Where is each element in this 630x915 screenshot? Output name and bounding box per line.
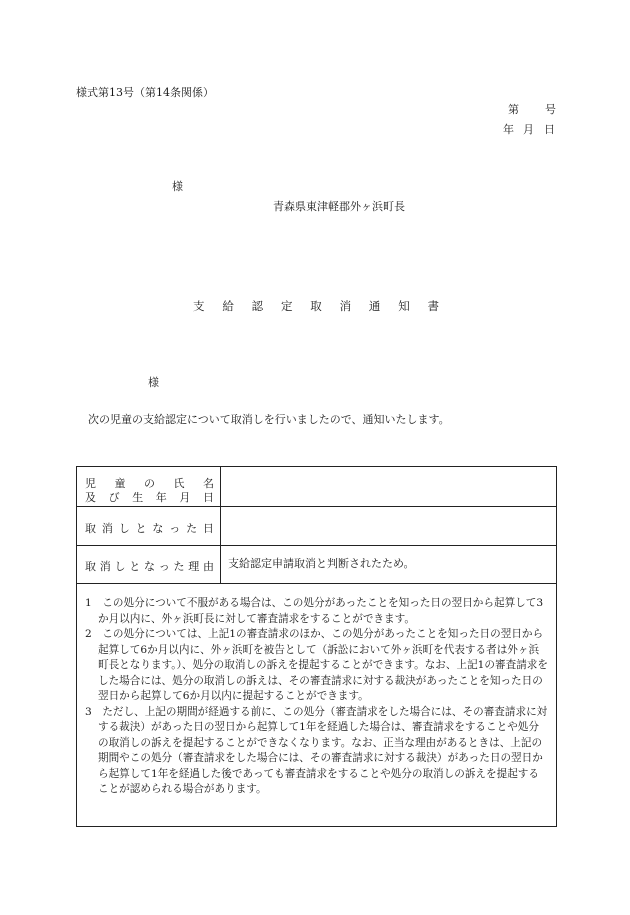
document-title	[193, 301, 439, 315]
label-char: 消	[101, 522, 113, 535]
label-char: し	[114, 560, 126, 573]
label-char: っ	[169, 522, 181, 535]
notes-section	[77, 583, 556, 826]
label-char: 及	[85, 491, 96, 504]
title-char: 知	[398, 299, 410, 313]
label-char: 取	[85, 560, 96, 573]
row-cancellation-date	[77, 506, 556, 546]
date-line	[503, 124, 559, 136]
title-char: 書	[427, 299, 439, 313]
value-cancellation-date[interactable]	[220, 506, 556, 545]
document-number-line	[508, 104, 556, 116]
label-line	[85, 520, 214, 536]
label-char: 生	[132, 491, 144, 504]
date-day: 日	[544, 123, 555, 136]
date-month: 月	[523, 123, 534, 136]
label-cancellation-reason	[77, 545, 221, 583]
addressee-second-honorific: 様	[148, 376, 159, 389]
label-char: び	[108, 491, 120, 504]
intro-text: 次の児童の支給認定について取消しを行いましたので、通知いたします。	[88, 413, 450, 426]
notice-table	[76, 466, 557, 827]
label-char: た	[173, 560, 185, 573]
label-char: 日	[202, 491, 214, 504]
label-cancellation-date	[77, 506, 221, 545]
label-char: 月	[179, 491, 191, 504]
note-item: 3 ただし、上記の期間が経過する前に、この処分（審査請求をした場合には、その審査請求に対する裁決）があった日の翌日から起算して1年を経過した場合は、審査請求をすることや処分の取消しの訴えを提起することができなくなります。なお、正当な理由があるときは、上記の期間やこの処分（審査請求をした場合には、その審査請求に対する裁決）があった日の翌日から起算して1年を経過した後であっても審査請求をすることや処分の取消しの訴えを提起することが認められる場合があります。	[85, 705, 548, 795]
label-char: 氏	[173, 477, 185, 490]
label-char: た	[186, 522, 198, 535]
label-char: な	[152, 522, 164, 535]
label-line-2	[85, 489, 214, 505]
title-char: 定	[280, 299, 293, 313]
title-char: 支	[193, 299, 205, 313]
title-char: 消	[339, 299, 352, 313]
label-char: と	[129, 560, 141, 573]
note-item: 2 この処分については、上記1の審査請求のほか、この処分があったことを知った日の翌日から起算して6か月以内に、外ヶ浜町を被告として（訴訟において外ヶ浜町を代表する者は外ヶ浜町長となります。）、処分の取消しの訴えを提起することができます。なお、上記1の審査請求をした場合には、処分の取消しの訴えは、その審査請求に対する裁決があったことを知った日の翌日から起算して6か月以内に提起することができます。	[85, 628, 548, 702]
row-child-name-birthdate	[77, 467, 556, 507]
number-suffix: 号	[545, 103, 556, 116]
value-child-name-birthdate[interactable]	[220, 467, 556, 506]
label-char: し	[118, 522, 130, 535]
label-char: の	[144, 477, 155, 490]
label-char: 名	[203, 477, 214, 490]
label-line	[85, 558, 214, 574]
label-char: 児	[85, 477, 96, 490]
reason-text: 支給認定申請取消と判断されたため。	[228, 557, 415, 570]
label-char: 童	[114, 477, 126, 490]
label-char: 日	[202, 522, 214, 535]
value-cancellation-reason[interactable]	[220, 545, 556, 583]
title-char: 取	[310, 299, 322, 313]
label-char: 年	[155, 491, 167, 504]
form-number: 様式第13号（第14条関係）	[76, 86, 214, 99]
label-char: っ	[158, 560, 170, 573]
label-char: 理	[188, 560, 200, 573]
row-cancellation-reason	[77, 545, 556, 584]
number-prefix: 第	[508, 103, 519, 116]
label-char: 消	[99, 560, 111, 573]
title-char: 通	[368, 299, 381, 313]
label-char: 取	[85, 522, 96, 535]
label-char: 由	[203, 560, 214, 573]
issuer-name: 青森県東津軽郡外ヶ浜町長	[273, 200, 405, 213]
date-year: 年	[503, 123, 514, 136]
notes-text	[85, 596, 548, 798]
addressee-top-honorific: 様	[172, 180, 183, 193]
label-char: と	[135, 522, 147, 535]
label-child-name-birthdate	[77, 467, 221, 506]
title-char: 給	[222, 299, 234, 313]
note-item: 1 この処分について不服がある場合は、この処分があったことを知った日の翌日から起算して3か月以内に、外ヶ浜町長に対して審査請求をすることができます。	[85, 597, 544, 625]
label-char: な	[144, 560, 155, 573]
title-char: 認	[251, 299, 264, 313]
